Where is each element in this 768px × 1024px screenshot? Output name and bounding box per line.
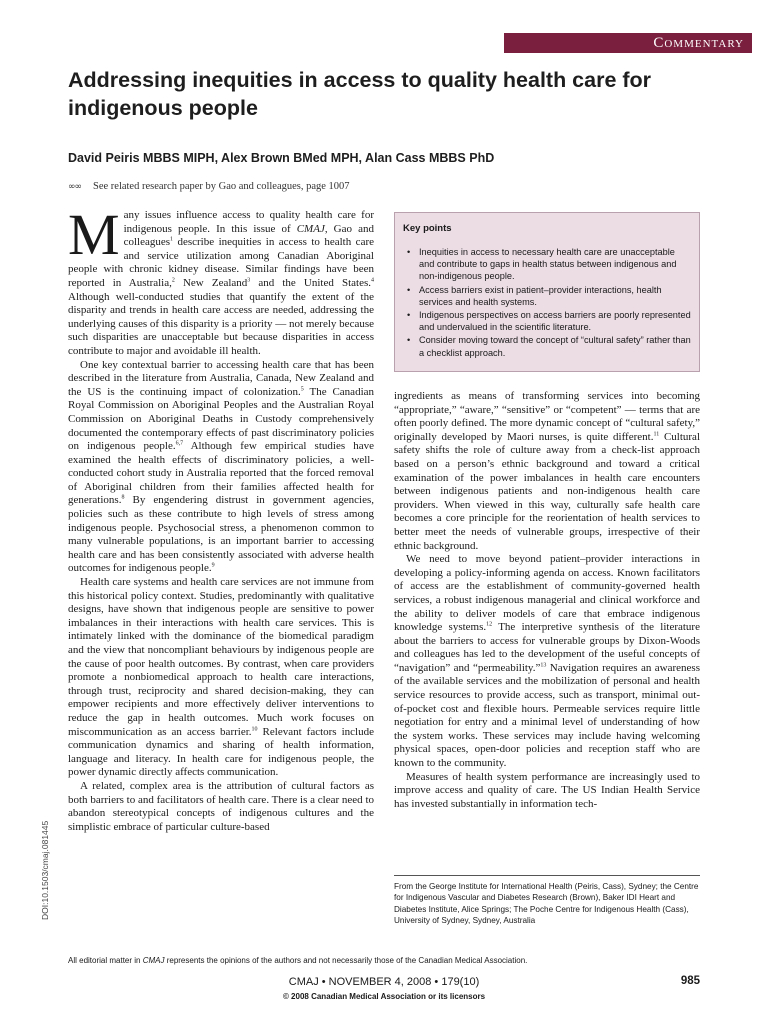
paragraph	[394, 553, 700, 771]
citation-ref: 11	[653, 431, 660, 438]
section-label: Commentary	[653, 35, 744, 51]
text-run: Health care systems and health care services are not immune from this historical policy context. Studies, predominantly with qualitative designs, have shown that indigenous people are sensitive to power imbalances in their interactions with health care services. This is intimately linked with the dominance of the biomedical paradigm and the view that noncompliant behaviours by indigenous people are the cause of poor health outcomes. By contrast, when care providers promote a nonbiomedical approach to health care interactions, through trust, reciprocity and shared decision-making, they can empower recipients and more effectively deliver interventions to reduce the gap in health outcomes. Much work focuses on miscommunication as an access barrier.	[68, 576, 374, 738]
text-run: Although well-conducted studies that quantify the extent of the disparity and trends in health care access are needed, addressing the underlying causes of this disparity is a priority — not merely because such disparities are unacceptable but because disparities in access contribute to major and avoidable ill health.	[68, 290, 374, 357]
journal-name: CMAJ	[142, 956, 165, 965]
key-points-heading: Key points	[403, 223, 452, 234]
page-number: 985	[680, 975, 700, 987]
paragraph	[68, 359, 374, 577]
citation-ref: 5	[300, 386, 304, 393]
body-column-left	[68, 202, 375, 834]
text-run: The Canadian Royal Commission on Aboriginal Peoples and the Australian Royal Commission on Aboriginal Deaths in Custody comprehensively documented the contemporary effects of past discriminatory policies on indigenous people.	[68, 385, 375, 453]
drop-cap: M	[68, 202, 120, 267]
text-run: and the United States.	[250, 276, 371, 289]
text-run: describe inequities in access to health care and service utilization among Canadian Aboriginal people with chronic kidney disease. Similar findings have been reported in Australia,	[68, 236, 374, 289]
paragraph	[394, 390, 700, 553]
list-item: • Inequities in access to necessary health care are unacceptable and contribute to gaps in health status between indigenous and non-indigenous people.	[403, 246, 691, 283]
text-run: ingredients as means of transforming services into becoming “appropriate,” “aware,” “sensitive” or “competent” — terms that are often poorly defined. The more dynamic concept of “cultural safety,” originally developed by Maori nurses, is quite different.	[394, 390, 700, 443]
paragraph: Measures of health system performance are increasingly used to improve access and quality of care. The US Indian Health Service has invested substantially in information tech-	[394, 770, 700, 810]
editorial-disclaimer	[68, 956, 708, 965]
citation-ref: 13	[540, 662, 547, 669]
text-run: Although few empirical studies have examined the health effects of discriminatory policies, a well-conducted cohort study in Australia reported that the forced removal of Aboriginal children from their families affected health for generations.	[68, 440, 374, 507]
text-run: Navigation requires an awareness of the available services and the mobilization of personal and health service resources to provide access, such as transport, minimal out-of-pocket cost and flexible hours. Permeable services require little negotiation for entry and a minimal level of understanding of how the system works. These services may include having welcoming physical spaces, open-door policies and reception staff who are known to the community.	[394, 661, 700, 770]
text-run: New Zealand	[174, 276, 248, 289]
list-item: • Consider moving toward the concept of “cultural safety” rather than a checklist approach.	[403, 334, 691, 358]
related-text: See related research paper by Gao and colleagues, page 1007	[93, 181, 350, 192]
paragraph: A related, complex area is the attribution of cultural factors as both barriers to and facilitators of health care. There is a clear need to abandon stereotypical concepts of indigenous cultures and the simplistic embrace of particular culture-based	[68, 779, 374, 833]
paragraph	[68, 202, 374, 359]
text-run: The interpretive synthesis of the literature about the barriers to access for vulnerable groups by Dixon-Woods and colleagues has led to the development of the useful concepts of “navigation” and “permeability.”	[394, 621, 700, 674]
related-paper-note	[68, 181, 350, 192]
citation-ref: 12	[486, 621, 493, 628]
copyright-notice: © 2008 Canadian Medical Association or its licensors	[282, 992, 486, 1001]
text-run: , Gao and colleagues	[123, 222, 374, 249]
paragraph	[68, 576, 374, 780]
citation-ref: 9	[211, 562, 215, 569]
author-list: David Peiris MBBS MIPH, Alex Brown BMed MPH, Alan Cass MBBS PhD	[68, 151, 495, 165]
citation-ref: 8	[121, 494, 125, 501]
citation-ref: 3	[247, 277, 251, 284]
article-title: Addressing inequities in access to quality health care for indigenous people	[68, 68, 652, 120]
citation-ref: 10	[251, 725, 258, 732]
text-run: One key contextual barrier to accessing health care that has been described in the literature from Australia, Canada, New Zealand and the US is the continuing impact of colonization.	[68, 358, 374, 398]
section-banner	[504, 33, 752, 53]
citation-ref: 6,7	[175, 440, 184, 447]
text-run: represents the opinions of the authors and not necessarily those of the Canadian Medical Association.	[164, 956, 528, 965]
list-item: • Access barriers exist in patient–provider interactions, health services and health systems.	[403, 284, 691, 308]
text-run: Cultural safety shifts the role of culture away from a check-list approach based on a person’s ethnic background and toward a critical examination of the power imbalances in health care encounters between indigenous patients and non-indigenous health care providers. When viewed in this way, culturally safe health care becomes a core principle for the reorientation of health services to better meet the needs of vulnerable groups, irrespective of their ethnic background.	[394, 430, 700, 552]
journal-citation: CMAJ • NOVEMBER 4, 2008 • 179(10)	[288, 976, 480, 988]
text-run: All editorial matter in	[68, 956, 143, 965]
journal-name: CMAJ	[296, 222, 325, 235]
text-run: Relevant factors include communication dynamics and sharing of health information, language and literacy. In health care for indigenous people, the power dynamic directly affects communication.	[68, 725, 374, 779]
divider	[394, 875, 700, 876]
author-affiliations: From the George Institute for International Health (Peiris, Cass), Sydney; the Centre for Indigenous Vascular and Diabetes Research (Brown), Baker IDI Heart and Diabetes Institute, Alice Springs; The Poche Centre for Indigenous Health (Cass), University of Sydney, Sydney, Australia	[394, 882, 699, 925]
body-column-right	[394, 390, 700, 811]
key-points-list	[403, 246, 691, 359]
text-run: We need to move beyond patient–provider interactions in developing a policy-informing agenda on access. Known facilitators of access are the establishment of community-governed health services, a robust indigenous managerial and clinical workforce and the ability to deliver models of care that embrace indigenous knowledge systems.	[394, 553, 700, 634]
citation-ref: 4	[370, 277, 374, 284]
citation-ref: 2	[171, 277, 175, 284]
text-run: any issues influence access to quality health care for indigenous people. In this issue of	[123, 209, 374, 235]
list-item: • Indigenous perspectives on access barriers are poorly represented and undervalued in the scientific literature.	[403, 309, 691, 333]
link-icon: ∞∞	[68, 182, 81, 192]
text-run: By engendering distrust in government agencies, policies such as these contribute to high levels of stress among indigenous people. Psychosocial stress, a phenomenon common to many vulnerable populations, is an important barrier to accessing health care and has been consistently associated with adverse health outcomes for indigenous people.	[68, 494, 374, 575]
citation-ref: 1	[170, 236, 174, 243]
doi-label: DOI:10.1503/cmaj.081445	[40, 820, 50, 920]
key-points-box	[394, 212, 700, 372]
